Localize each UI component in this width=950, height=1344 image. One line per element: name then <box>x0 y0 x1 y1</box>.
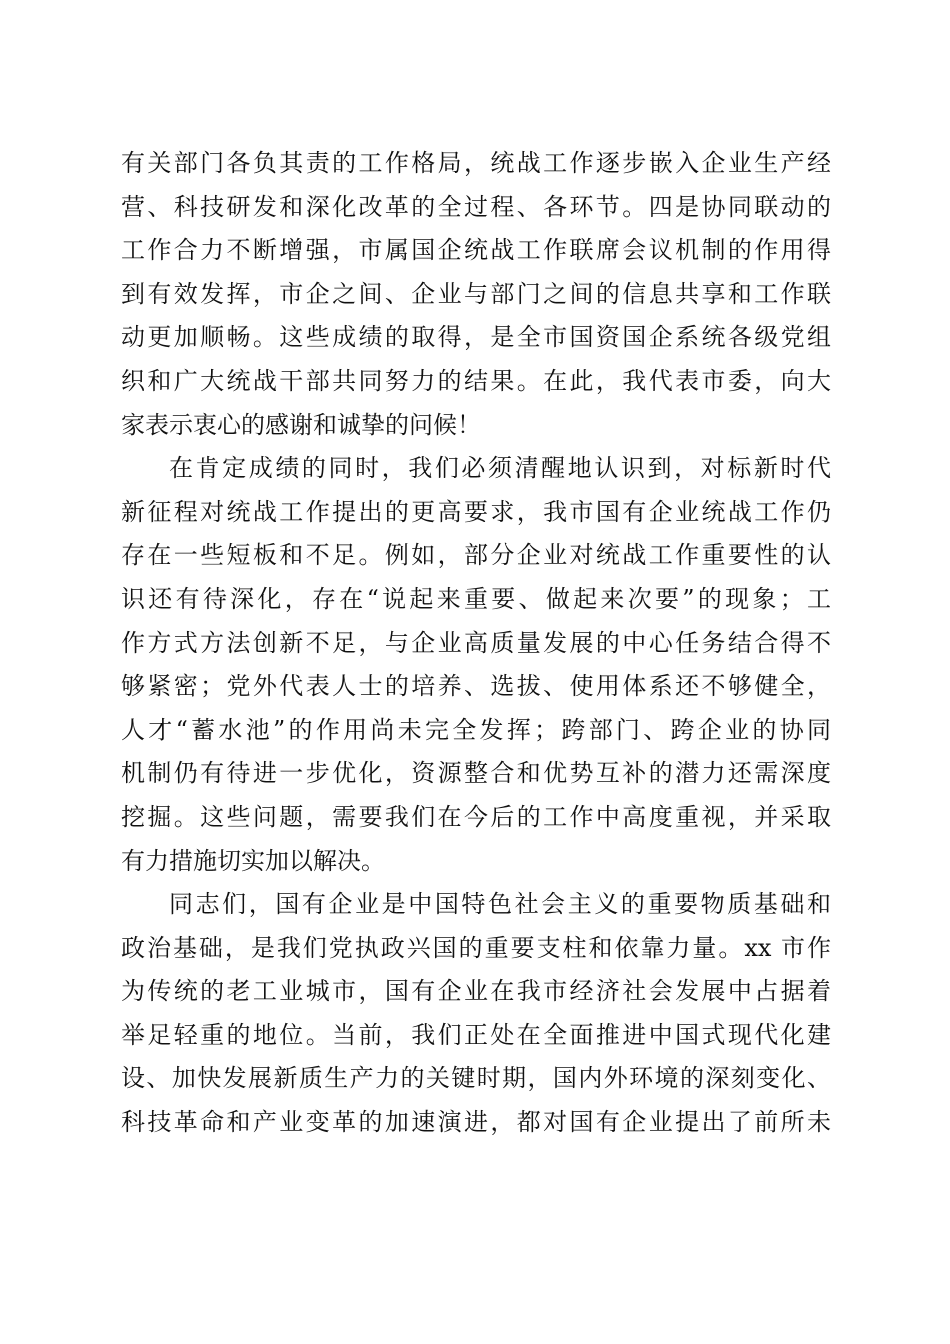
text-line: 识还有待深化，存在“说起来重要、做起来次要”的现象；工 <box>121 584 831 613</box>
text-line: 有关部门各负其责的工作格局，统战工作逐步嵌入企业生产经 <box>121 149 831 177</box>
text-line: 新征程对统战工作提出的更高要求，我市国有企业统战工作仍 <box>121 497 831 526</box>
text-line: 营、科技研发和深化改革的全过程、各环节。四是协同联动的 <box>121 192 831 221</box>
text-line: 设、加快发展新质生产力的关键时期，国内外环境的深刻变化、 <box>121 1064 831 1093</box>
body-text <box>121 142 831 1145</box>
text-line: 作方式方法创新不足，与企业高质量发展的中心任务结合得不 <box>121 628 831 657</box>
text-line: 有力措施切实加以解决。 <box>121 846 385 875</box>
text-line: 到有效发挥，市企之间、企业与部门之间的信息共享和工作联 <box>121 279 831 308</box>
text-line: 在肯定成绩的同时，我们必须清醒地认识到，对标新时代 <box>169 454 831 483</box>
text-line: 动更加顺畅。这些成绩的取得，是全市国资国企系统各级党组 <box>121 323 831 352</box>
text-line: 存在一些短板和不足。例如，部分企业对统战工作重要性的认 <box>121 541 831 570</box>
text-line: 机制仍有待进一步优化，资源整合和优势互补的潜力还需深度 <box>121 759 831 788</box>
text-line: 为传统的老工业城市，国有企业在我市经济社会发展中占据着 <box>121 977 831 1006</box>
text-line: 科技革命和产业变革的加速演进，都对国有企业提出了前所未 <box>121 1108 831 1137</box>
text-line: 家表示衷心的感谢和诚挚的问候！ <box>121 410 481 439</box>
text-line: 够紧密；党外代表人士的培养、选拔、使用体系还不够健全， <box>121 672 831 701</box>
text-line: 政治基础，是我们党执政兴国的重要支柱和依靠力量。xx 市作 <box>121 933 831 962</box>
text-line: 织和广大统战干部共同努力的结果。在此，我代表市委，向大 <box>121 366 831 395</box>
text-line: 人才“蓄水池”的作用尚未完全发挥；跨部门、跨企业的协同 <box>121 715 831 744</box>
text-line: 工作合力不断增强，市属国企统战工作联席会议机制的作用得 <box>121 236 831 265</box>
text-line: 挖掘。这些问题，需要我们在今后的工作中高度重视，并采取 <box>121 802 831 831</box>
text-line: 同志们，国有企业是中国特色社会主义的重要物质基础和 <box>169 890 831 919</box>
text-line: 举足轻重的地位。当前，我们正处在全面推进中国式现代化建 <box>121 1020 831 1049</box>
